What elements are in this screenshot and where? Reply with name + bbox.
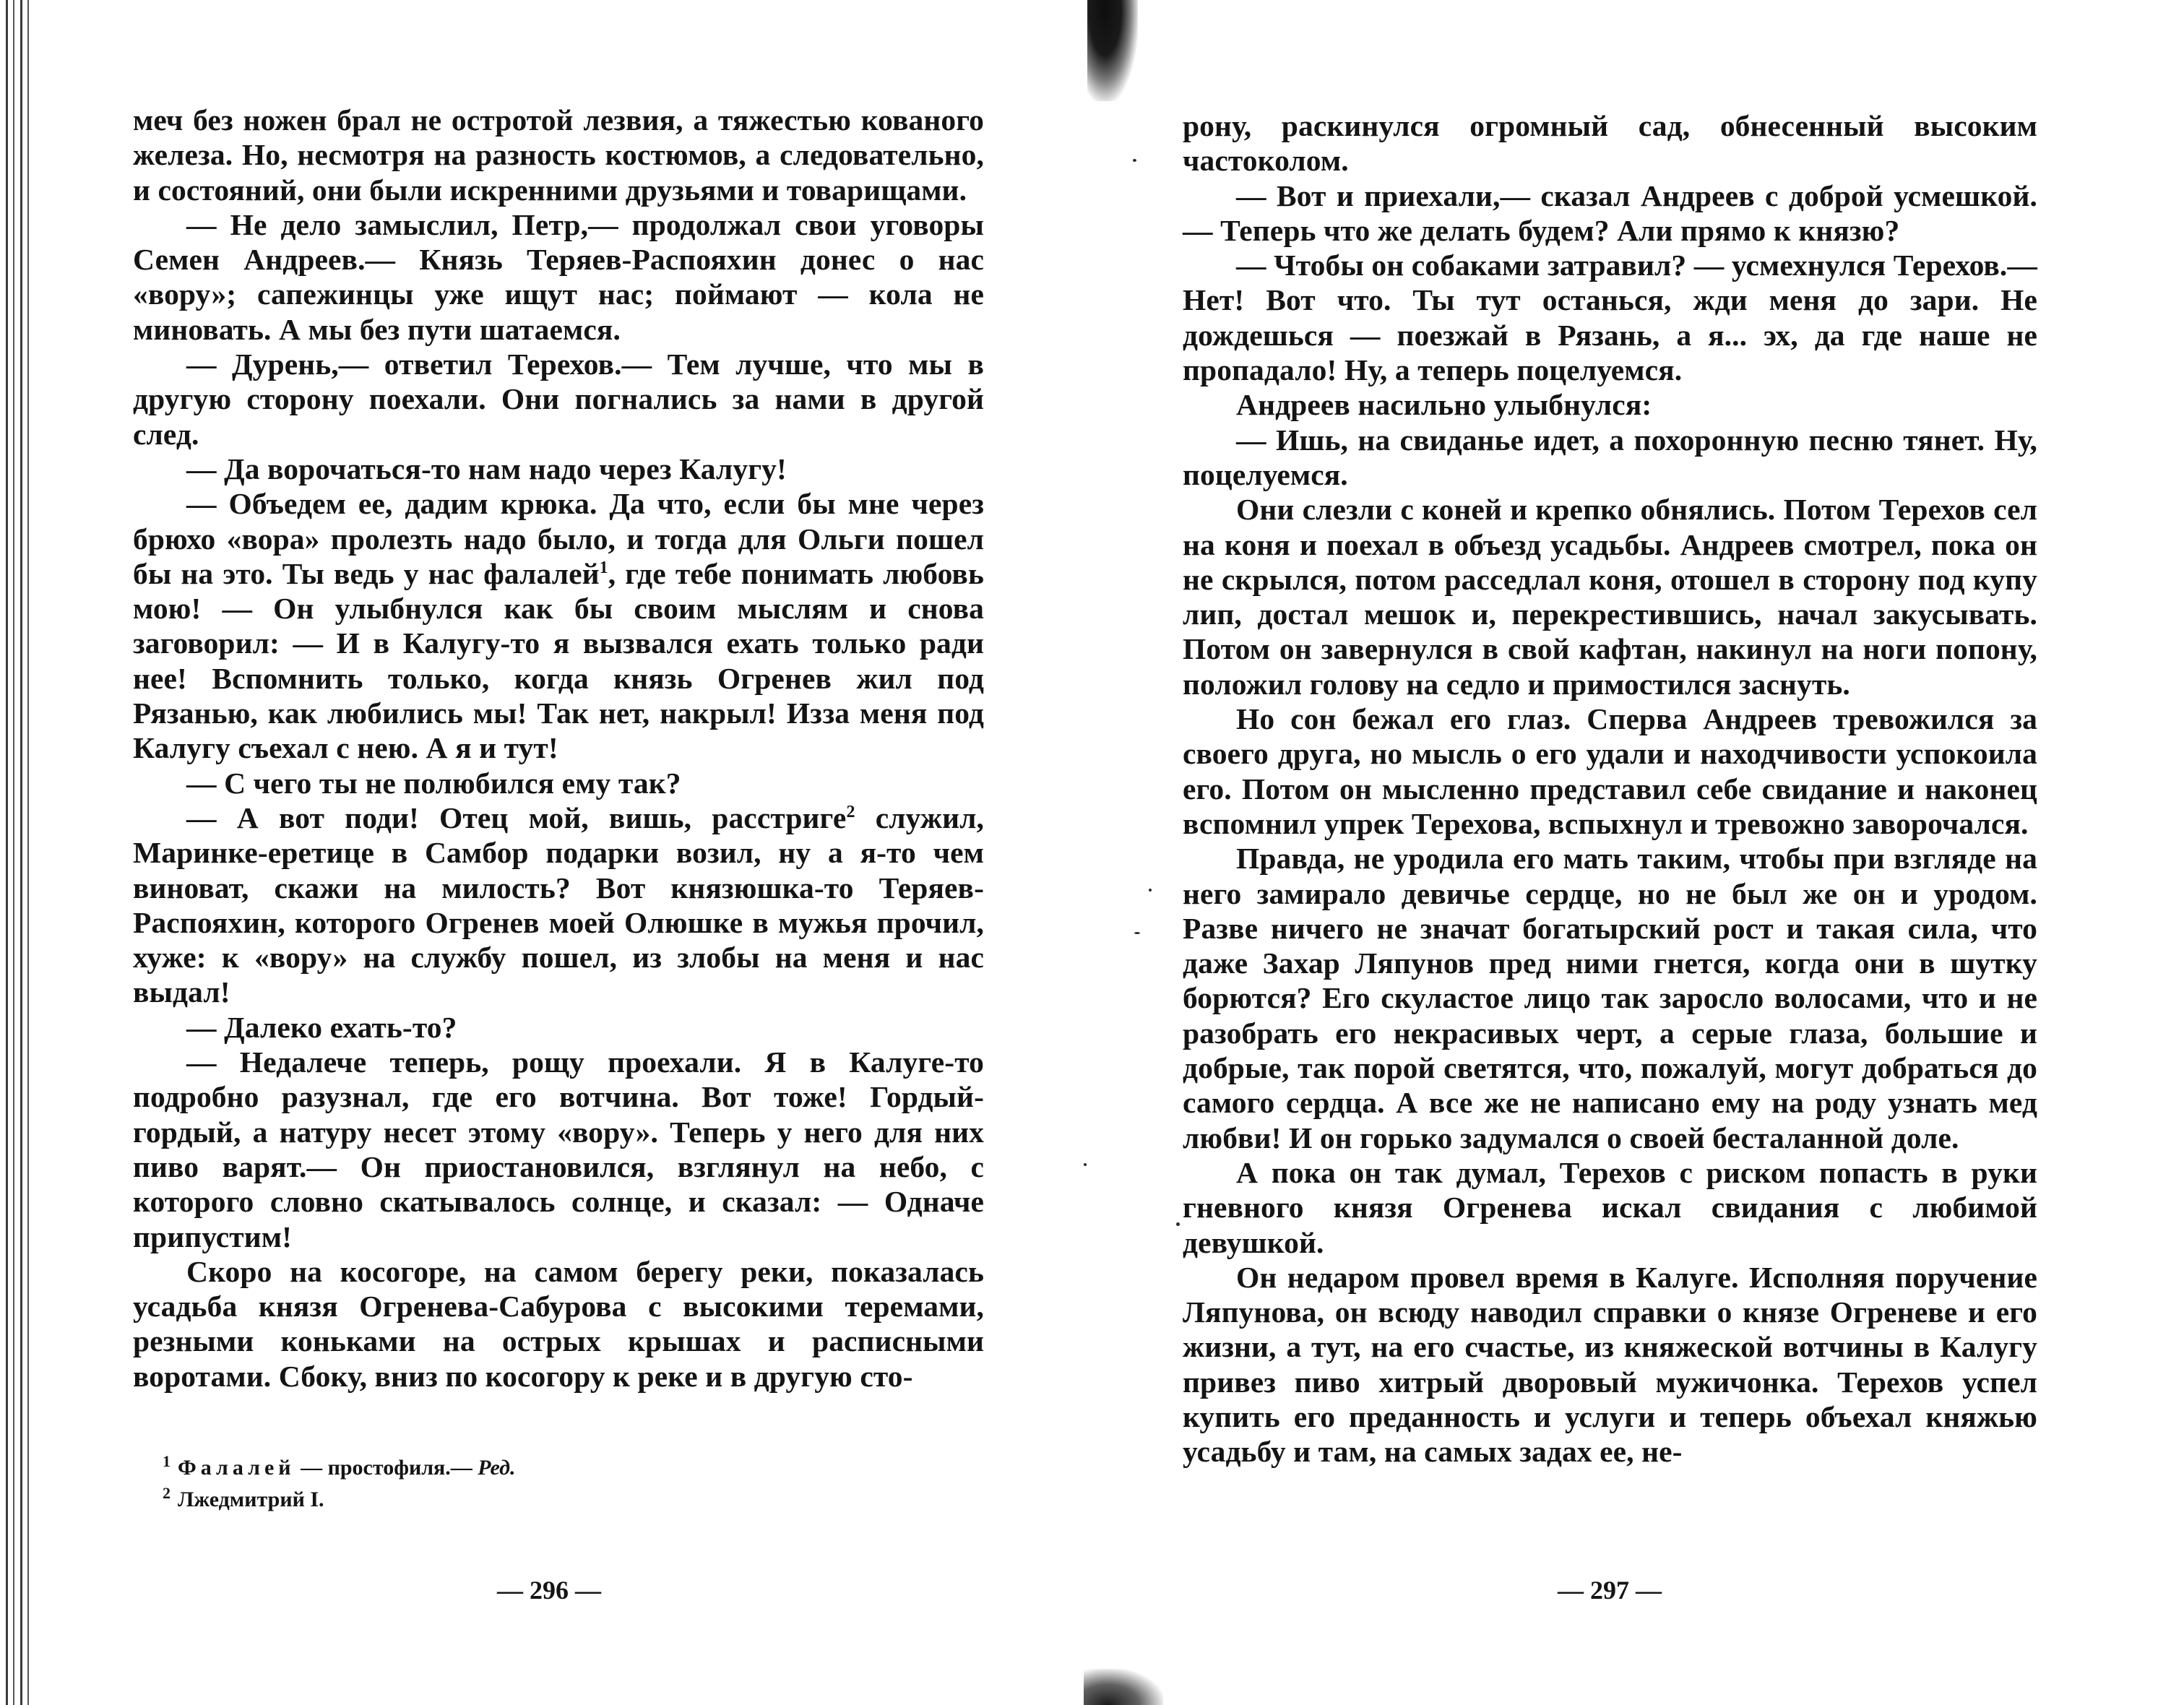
paragraph: — Далеко ехать-то? xyxy=(186,1010,457,1044)
footnote-text: — простофиля.— xyxy=(295,1456,478,1480)
footnote-ref: 1 xyxy=(599,558,608,578)
page-number: — 296 — xyxy=(497,1576,601,1605)
paragraph-text: — А вот поди! Отец мой, вишь, расстриге xyxy=(186,800,847,834)
paragraph: меч без ножен брал не остротой лезвия, а тяжестью кованого железа. Но, несмотря на разность костюмов, а следовательно, и состояний, они были искренними друзьями и товарищами. xyxy=(133,103,984,207)
paragraph: Правда, не уродила его мать таким, чтобы при взгляде на него замирало девичье сердце, но не был же он и уродом. Разве ничего не значат богатырский рост и такая сила, что даже Захар Ляпунов пред ними гнется, когда они в шутку борются? Его скуластое лицо так заросло волосами, что и не разобрать его некрасивых черт, а серые глаза, большие и добрые, так порой светятся, что, пожалуй, могут добраться до самого сердца. А все же не написано ему на роду узнать мед любви! И он горько задумался о своей бесталанной доле. xyxy=(1183,842,2037,1154)
footnote-mark: 2 xyxy=(163,1484,171,1502)
paragraph: — Да ворочаться-то нам надо через Калугу! xyxy=(186,452,787,485)
paragraph: — Ишь, на свиданье идет, а похоронную песню тянет. Ну, поцелуемся. xyxy=(1183,423,2037,491)
paragraph: — Недалече теперь, рощу проехали. Я в Калуге-то подробно разузнал, где его вотчина. Вот тоже! Гордый-гордый, а натуру несет этому «вору». Теперь у него для них пиво варят.— Он приостановился, взглянул на небо, с которого словно скатывалось солнце, и сказал: — Одначе припустим! xyxy=(133,1045,984,1253)
paragraph: — Дурень,— ответил Терехов.— Тем лучше, что мы в другую сторону поехали. Они погнались за нами в другой след. xyxy=(133,348,984,451)
left-page-text xyxy=(133,103,984,1394)
paragraph-text: — Объедем ее, дадим крюка. Да что, если бы мне через брюхо «вора» пролезть надо было, и тогда для Ольги пошел бы на это. Ты ведь у нас фалалей xyxy=(133,487,984,590)
footnote xyxy=(163,1452,885,1484)
page-number: — 297 — xyxy=(1558,1576,1662,1605)
footnote-mark: 1 xyxy=(163,1452,171,1470)
paragraph: рону, раскинулся огромный сад, обнесенный высоким частоколом. xyxy=(1183,109,2037,178)
paragraph xyxy=(133,800,984,1010)
footnote-term: Фалалей xyxy=(178,1456,295,1480)
footnote-text: Лжедмитрий I. xyxy=(178,1488,324,1511)
right-page xyxy=(1084,0,2184,1705)
paragraph: Андреев насильно улыбнулся: xyxy=(1236,388,1652,422)
paragraph: — Чтобы он собаками затравил? — усмехнулся Терехов.— Нет! Вот что. Ты тут останься, жди меня до зари. Не дождешься — поезжай в Рязань, а я... эх, да где наше не пропадало! Ну, а теперь поцелуемся. xyxy=(1183,249,2037,387)
paragraph-text: , где тебе понимать любовь мою! — Он улыбнулся как бы своим мыслям и снова заговорил: — И в Калугу-то я вызвался ехать только ради нее! Вспомнить только, когда князь Огренев жил под Рязанью, как любились мы! Так нет, накрыл! Изза меня под Калугу съехал с нею. А я и тут! xyxy=(133,556,984,765)
footnote-ref: 2 xyxy=(846,803,855,822)
footnote xyxy=(163,1484,885,1516)
right-page-text xyxy=(1183,108,2037,1469)
footnotes xyxy=(163,1452,885,1516)
paragraph: Скоро на косогоре, на самом берегу реки, показалась усадьба князя Огренева-Сабурова с высокими теремами, резными коньками на острых крышах и расписными воротами. Сбоку, вниз по косогору к реке и в другую сто- xyxy=(133,1254,984,1393)
paragraph: А пока он так думал, Терехов с риском попасть в руки гневного князя Огренева искал свидания с любимой девушкой. xyxy=(1183,1155,2037,1259)
footnote-editor-note: Ред. xyxy=(478,1456,516,1480)
paragraph: — С чего ты не полюбился ему так? xyxy=(186,766,681,800)
paragraph: Они слезли с коней и крепко обнялись. Потом Терехов сел на коня и поехал в объезд усадьбы. Андреев смотрел, пока он не скрылся, потом расседлал коня, отошел в сторону под купу лип, достал мешок и, перекрестившись, начал закусывать. Потом он завернулся в свой кафтан, накинул на ноги попону, положил голову на седло и примостился заснуть. xyxy=(1183,493,2037,701)
paragraph: Но сон бежал его глаз. Сперва Андреев тревожился за своего друга, но мысль о его удали и находчивости успокоила его. Потом он мысленно представил себе свидание и наконец вспомнил упрек Терехова, вспыхнул и тревожно заворочался. xyxy=(1183,702,2037,840)
paragraph: — Вот и приехали,— сказал Андреев с доброй усмешкой.— Теперь что же делать будем? Али прямо к князю? xyxy=(1183,178,2037,247)
paragraph: Он недаром провел время в Калуге. Исполняя поручение Ляпунова, он всюду наводил справки о князе Огреневе и его жизни, а тут, на его счастье, из княжеской вотчины в Калугу привез пиво хитрый дворовый мужичонка. Терехов успел купить его преданность и услуги и теперь объехал княжью усадьбу и там, на самых задах ее, не- xyxy=(1183,1260,2037,1469)
left-page xyxy=(0,0,1084,1705)
paragraph xyxy=(133,486,984,765)
paragraph-text: служил, Маринке-еретице в Самбор подарки возил, ну а я-то чем виноват, скажи на милость? Вот князюшка-то Теряев-Распояхин, которого Огренев моей Олюшке в мужья прочил, хуже: к «вору» на службу пошел, из злобы на меня и нас выдал! xyxy=(133,800,984,1009)
paragraph: — Не дело замыслил, Петр,— продолжал свои уговоры Семен Андреев.— Князь Теряев-Распояхин донес о нас «вору»; сапежинцы уже ищут нас; поймают — кола не миновать. А мы без пути шатаемся. xyxy=(133,207,984,346)
